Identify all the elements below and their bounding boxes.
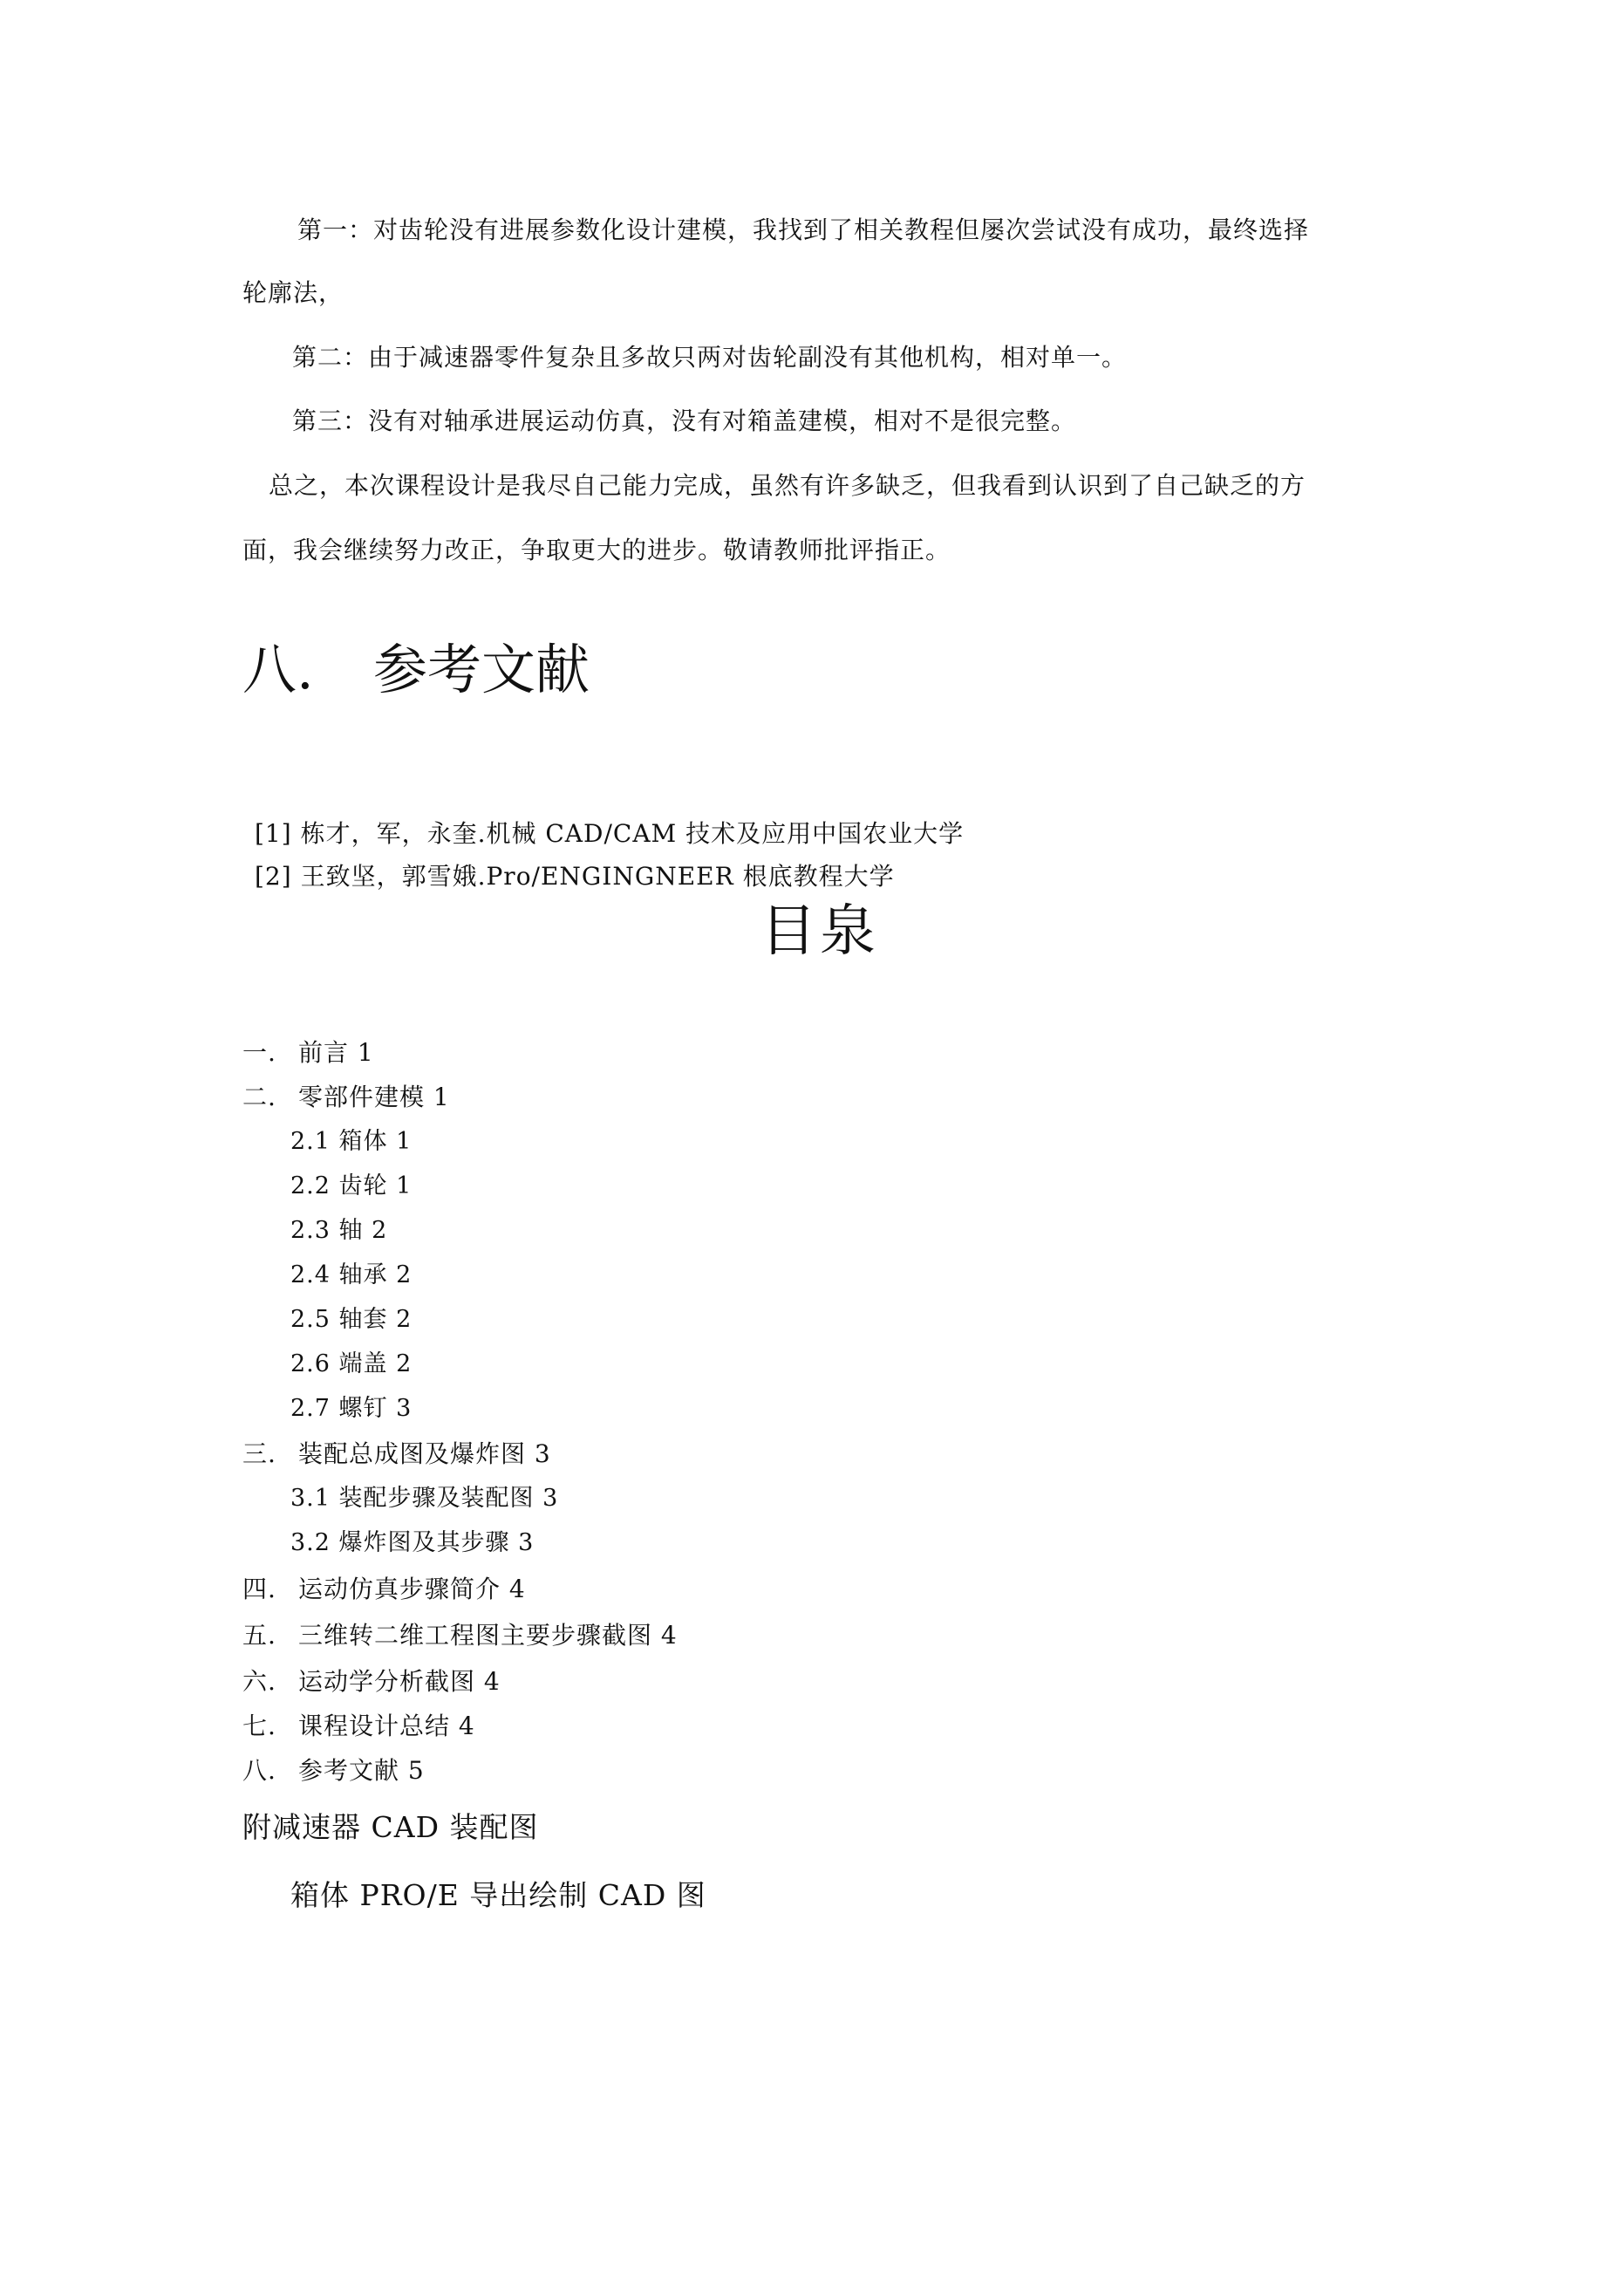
conclusion-p4-line1: 总之，本次课程设计是我尽自己能力完成，虽然有许多缺乏，但我看到认识到了自己缺乏的方 bbox=[269, 471, 1306, 500]
toc-item-number: 八. bbox=[242, 1756, 276, 1785]
toc-subitem[interactable] bbox=[290, 1484, 558, 1514]
appendix-line: 箱体 PRO/E 导出绘制 CAD 图 bbox=[290, 1878, 706, 1912]
toc-item-text: 3.2 爆炸图及其步骤 3 bbox=[290, 1529, 535, 1556]
toc-subitem[interactable] bbox=[290, 1350, 412, 1379]
toc-item-text: 2.4 轴承 2 bbox=[290, 1261, 413, 1288]
toc-item-number: 五. bbox=[242, 1621, 276, 1650]
toc-subitem[interactable] bbox=[290, 1305, 412, 1335]
conclusion-p3: 第三：没有对轴承进展运动仿真，没有对箱盖建模，相对不是很完整。 bbox=[292, 407, 1077, 435]
toc-item-text: 2.7 螺钉 3 bbox=[290, 1395, 413, 1422]
toc-item-text: 零部件建模 1 bbox=[298, 1083, 450, 1111]
toc-subitem[interactable] bbox=[290, 1528, 534, 1558]
appendix-line: 附减速器 CAD 装配图 bbox=[242, 1810, 539, 1844]
toc-subitem[interactable] bbox=[290, 1261, 412, 1290]
toc-item-number: 四. bbox=[242, 1575, 276, 1603]
toc-item-text: 2.1 箱体 1 bbox=[290, 1128, 413, 1155]
toc-item-text: 课程设计总结 4 bbox=[298, 1712, 475, 1740]
conclusion-p1-line1: 第一：对齿轮没有进展参数化设计建模，我找到了相关教程但屡次尝试没有成功，最终选择 bbox=[297, 215, 1310, 244]
toc-item-number: 一. bbox=[242, 1038, 276, 1067]
toc-item[interactable] bbox=[242, 1575, 526, 1604]
toc-item-text: 运动学分析截图 4 bbox=[298, 1667, 501, 1696]
toc-subitem[interactable] bbox=[290, 1127, 412, 1157]
toc-item[interactable] bbox=[242, 1439, 551, 1469]
references-heading-text: 参考文献 bbox=[373, 638, 590, 701]
toc-item-number: 七. bbox=[242, 1712, 276, 1740]
toc-item[interactable] bbox=[242, 1083, 450, 1112]
conclusion-p2: 第二：由于减速器零件复杂且多故只两对齿轮副没有其他机构，相对单一。 bbox=[292, 343, 1128, 372]
toc-item-number: 六. bbox=[242, 1667, 276, 1696]
conclusion-p1-line2: 轮廓法， bbox=[242, 278, 344, 307]
references-heading-number: 八. bbox=[242, 638, 314, 701]
toc-subitem[interactable] bbox=[290, 1394, 412, 1424]
toc-subitem[interactable] bbox=[290, 1172, 412, 1201]
toc-item-text: 三维转二维工程图主要步骤截图 4 bbox=[298, 1621, 678, 1650]
toc-item-text: 3.1 装配步骤及装配图 3 bbox=[290, 1485, 559, 1512]
toc-item-text: 运动仿真步骤简介 4 bbox=[298, 1575, 526, 1603]
toc-item-text: 装配总成图及爆炸图 3 bbox=[298, 1439, 551, 1468]
conclusion-p4-line2: 面，我会继续努力改正，争取更大的进步。敬请教师批评指正。 bbox=[242, 536, 951, 564]
toc-item-text: 参考文献 5 bbox=[298, 1756, 425, 1785]
toc-item-text: 2.2 齿轮 1 bbox=[290, 1172, 413, 1199]
toc-item-text: 前言 1 bbox=[298, 1038, 374, 1067]
toc-item-text: 2.6 端盖 2 bbox=[290, 1350, 413, 1377]
reference-item: [2] 王致坚，郭雪娥.Pro/ENGINGNEER 根底教程大学 bbox=[255, 862, 895, 891]
references-heading bbox=[242, 639, 590, 701]
toc-item-text: 2.3 轴 2 bbox=[290, 1217, 388, 1244]
toc-item-number: 二. bbox=[242, 1083, 276, 1111]
toc-item-number: 三. bbox=[242, 1439, 276, 1468]
reference-item: [1] 栋才，军，永奎.机械 CAD/CAM 技术及应用中国农业大学 bbox=[255, 819, 965, 848]
toc-item[interactable] bbox=[242, 1667, 501, 1697]
toc-item[interactable] bbox=[242, 1621, 678, 1650]
toc-item[interactable] bbox=[242, 1038, 374, 1068]
toc-item-text: 2.5 轴套 2 bbox=[290, 1306, 413, 1333]
toc-item[interactable] bbox=[242, 1712, 475, 1741]
toc-title: 目泉 bbox=[760, 899, 879, 964]
toc-item[interactable] bbox=[242, 1756, 425, 1786]
toc-subitem[interactable] bbox=[290, 1216, 387, 1246]
